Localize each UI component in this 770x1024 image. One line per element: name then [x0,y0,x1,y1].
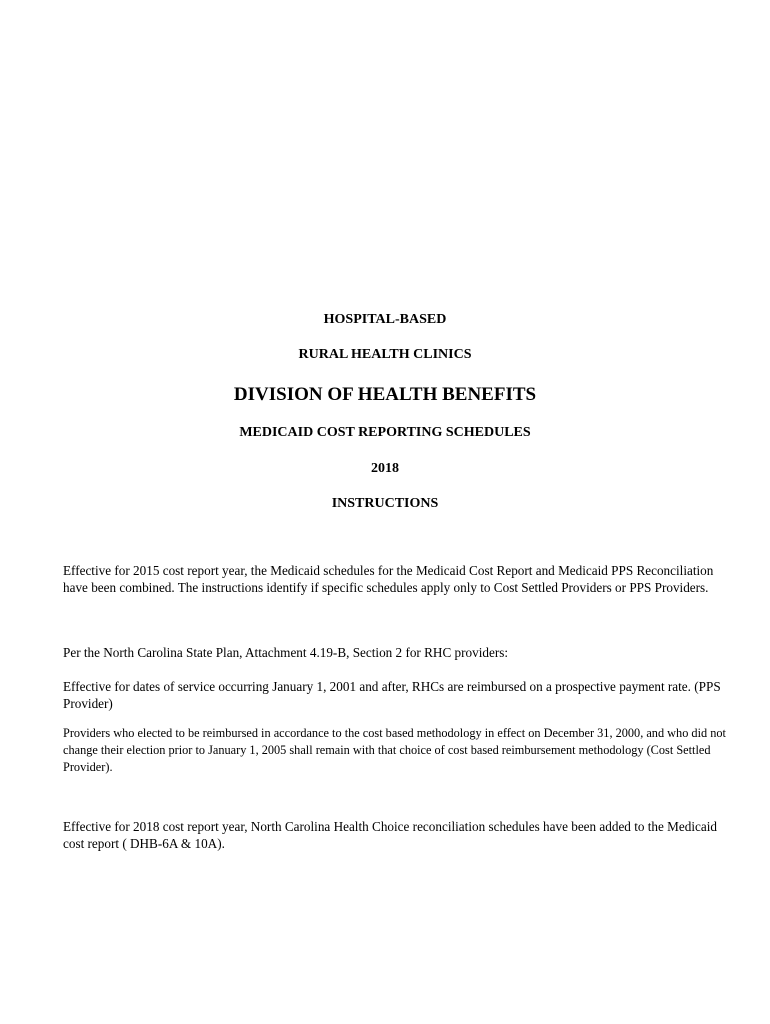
heading-hospital-based: HOSPITAL-BASED [323,312,447,327]
heading-division-title: DIVISION OF HEALTH BENEFITS [233,384,537,405]
paragraph-cost-settled: Providers who elected to be reimbursed in accordance to the cost based methodology in effect on December 31, 2000, and who did not change their election prior to January 1, 2005 shall remain with that choice of cost based reimbursement methodology (Cost Settled Provider). [63,726,726,774]
heading-rural-health-clinics: RURAL HEALTH CLINICS [298,347,472,362]
heading-year: 2018 [371,461,399,476]
paragraph-combined-schedules: Effective for 2015 cost report year, the Medicaid schedules for the Medicaid Cost Report and Medicaid PPS Reconciliation have been combined. The instructions identify if specific schedules apply only to Cost Settled Providers or PPS Providers. [63,563,714,595]
heading-schedules: MEDICAID COST REPORTING SCHEDULES [239,425,531,440]
paragraph-state-plan: Per the North Carolina State Plan, Attachment 4.19-B, Section 2 for RHC providers: [63,645,509,660]
heading-instructions: INSTRUCTIONS [331,496,439,511]
paragraph-pps-provider: Effective for dates of service occurring January 1, 2001 and after, RHCs are reimbursed on a prospective payment rate. (PPS Provider) [63,679,721,711]
paragraph-health-choice: Effective for 2018 cost report year, North Carolina Health Choice reconciliation schedules have been added to the Medicaid cost report ( DHB-6A & 10A). [63,819,717,851]
